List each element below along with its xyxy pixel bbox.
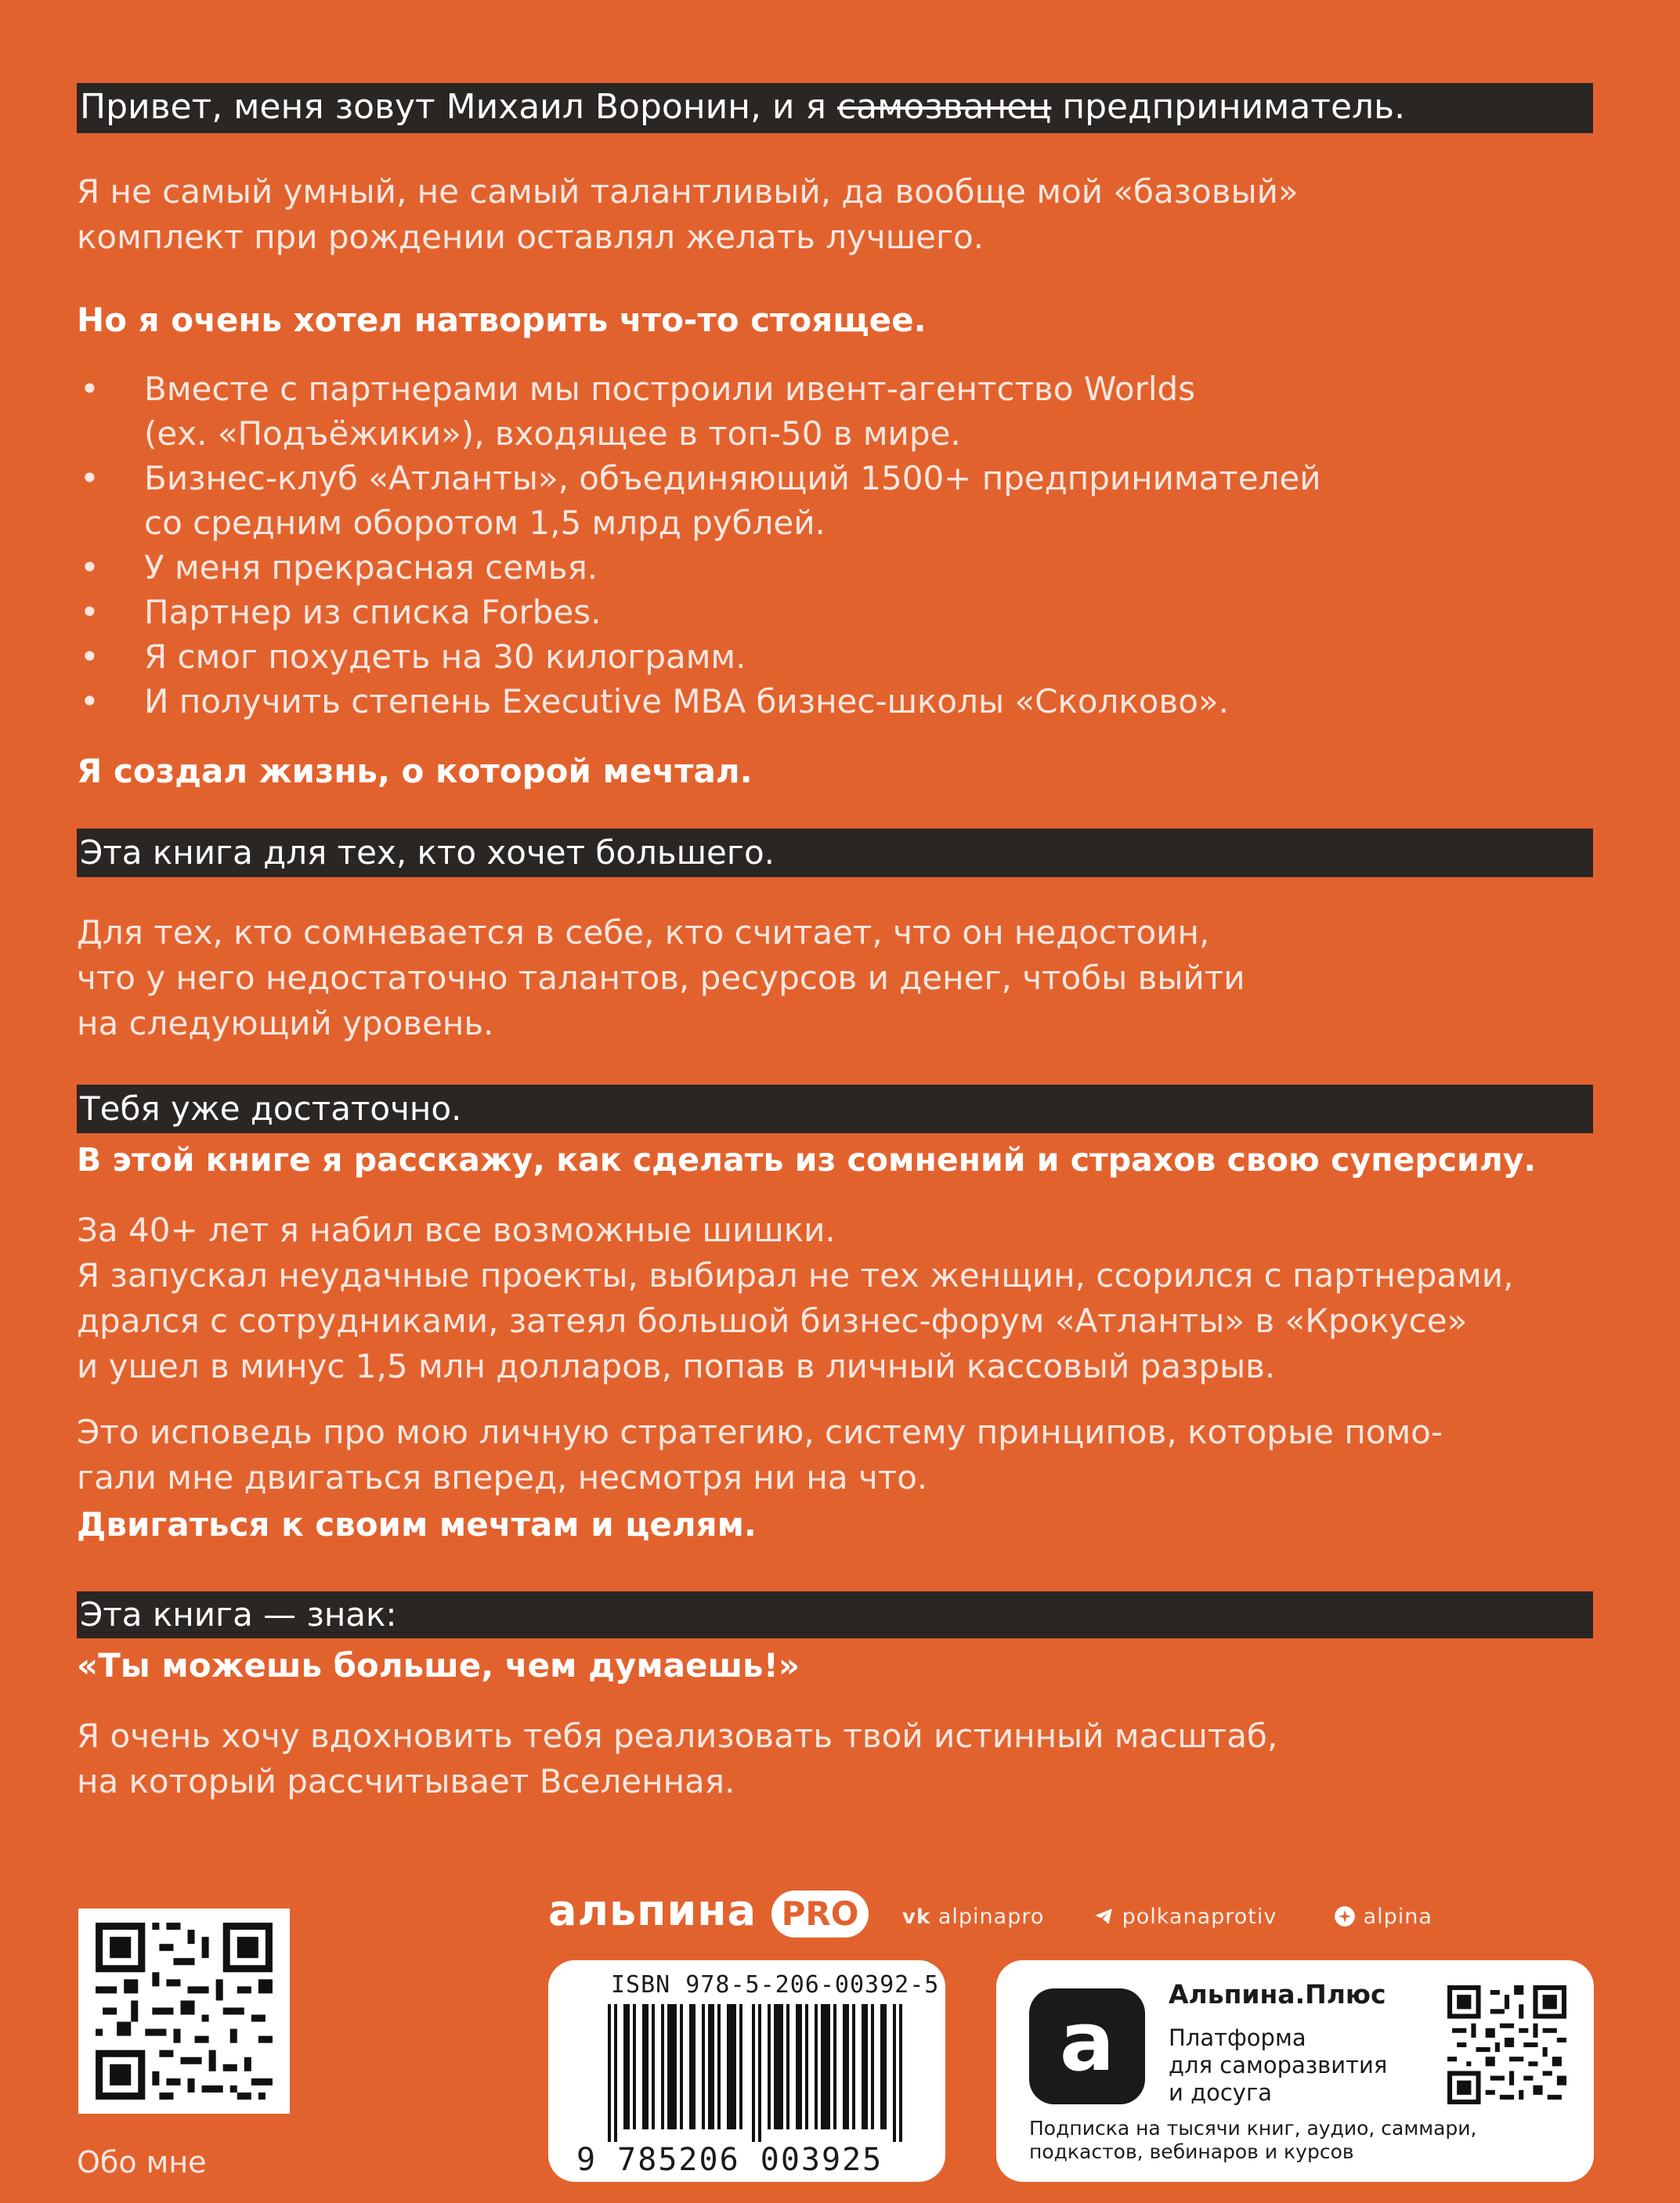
alpina-plus-app-icon: a [1029,1988,1145,2104]
isbn-card [548,1960,945,2182]
alpina-plus-title: Альпина.Плюс [1169,1979,1386,2010]
intro-strike-word: самозванец [836,87,1052,127]
social-alpina-label: alpina [1363,1905,1433,1929]
alpina-plus-card [996,1960,1594,2182]
paragraph-1-line: комплект при рождении оставлял желать лучшего. [77,218,985,256]
alpina-plus-qr-code [1447,1985,1566,2104]
barcode-digits: 9 785206 003925 [576,2142,883,2178]
intro-heading-bar [77,83,1593,133]
paragraph-1-line: Я не самый умный, не самый талантливый, да вообще мой «базовый» [77,172,1299,211]
social-telegram-label: polkanaprotiv [1122,1905,1277,1929]
alpina-icon [1334,1905,1364,1929]
social-telegram[interactable] [1093,1905,1277,1929]
paragraph-6: За 40+ лет я набил все возможные шишки. Я запускал неудачные проекты, выбирал не тех женщин, ссорился с партнерами, дрался с сотрудниками, затеял большой бизнес-форум «Атланты» в «Крокусе» и ушел в минус 1,5 млн долларов, попав в личный кассовый разрыв. [77,1211,1514,1385]
intro-text-after: предприниматель. [1051,87,1406,127]
alpina-plus-subline: Подписка на тысячи книг, аудио, саммари, подкастов, вебинаров и курсов [1029,2117,1477,2163]
qr-code [78,1909,290,2114]
telegram-icon [1093,1905,1122,1929]
section-bar-3 [77,1085,1593,1133]
intro-text-before: Привет, меня зовут Михаил Воронин, и я [80,87,837,127]
publisher-badge: PRO [771,1891,869,1938]
barcode [608,2004,905,2142]
alpina-plus-desc: Платформа для саморазвития и досуга [1169,2024,1388,2106]
qr-caption: Обо мне [77,2145,207,2180]
paragraph-2-bold: Но я очень хотел натворить что-то стоящее. [77,301,927,339]
paragraph-9-bold: «Ты можешь больше, чем думаешь!» [77,1646,800,1685]
paragraph-3-bold: Я создал жизнь, о которой мечтал. [77,752,753,790]
intro-heading [80,85,1405,130]
section-heading-4: Эта книга — знак: [80,1595,397,1634]
list-item: • У меня прекрасная семья. [77,545,1565,590]
paragraph-10: Я очень хочу вдохновить тебя реализовать твой истинный масштаб, на который рассчитывает Вселенная. [77,1717,1278,1800]
social-vk-label: alpinapro [938,1905,1045,1929]
isbn-label: ISBN 978-5-206-00392-5 [611,1971,940,1999]
publisher-logo: альпина [548,1886,757,1935]
paragraph-7: Это исповедь про мою личную стратегию, систему принципов, которые помо- гали мне двигаться вперед, несмотря ни на что. [77,1413,1443,1497]
social-alpina[interactable] [1334,1905,1433,1929]
achievements-list [77,367,1565,724]
list-item: • Вместе с партнерами мы построили ивент-агентство Worlds (ех. «Подъёжики»), входящее в топ-50 в мире. [77,367,1565,456]
list-item: • Бизнес-клуб «Атланты», объединяющий 1500+ предпринимателей со средним оборотом 1,5 млрд рублей. [77,456,1565,545]
paragraph-5-bold: В этой книге я расскажу, как сделать из сомнений и страхов свою суперсилу. [77,1141,1537,1179]
paragraph-8-bold: Двигаться к своим мечтам и целям. [77,1505,757,1544]
section-heading-3: Тебя уже достаточно. [80,1089,462,1128]
list-item: • Я смог похудеть на 30 килограмм. [77,634,1565,679]
section-heading-2: Эта книга для тех, кто хочет большего. [80,833,775,872]
list-item: • И получить степень Executive MBA бизнес-школы «Сколково». [77,679,1565,724]
paragraph-1 [77,169,1612,260]
list-item: • Партнер из списка Forbes. [77,590,1565,634]
section-bar-2 [77,829,1593,877]
qr-code-graphic [78,1909,290,2114]
vk-icon: vk [902,1905,931,1929]
paragraph-4: Для тех, кто сомневается в себе, кто считает, что он недостоин, что у него недостаточно талантов, ресурсов и денег, чтобы выйти на следующий уровень. [77,913,1245,1042]
social-vk[interactable] [902,1905,1044,1929]
section-bar-4 [77,1591,1593,1638]
